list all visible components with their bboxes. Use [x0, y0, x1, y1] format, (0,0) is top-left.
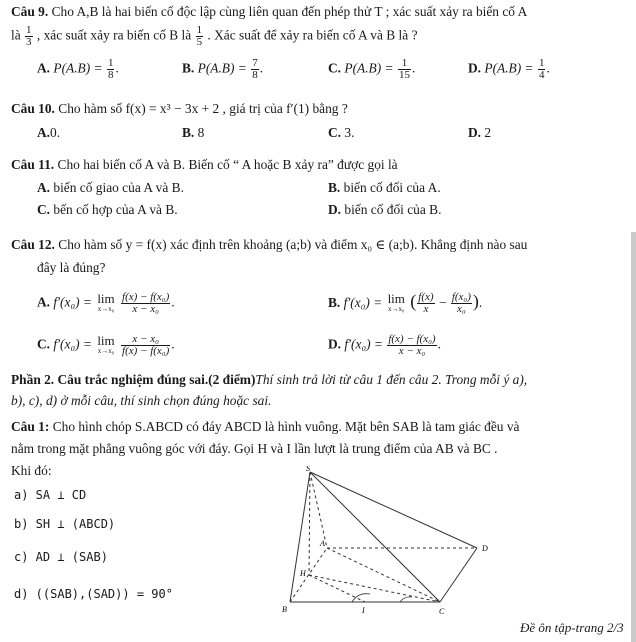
edge-ba: [290, 548, 327, 602]
q12-option-c: C. f′(x₀) = lim x→x₀ $\frac{\text{x − x₀}}{\text{f(x) − f(x₀)}}$ .: [37, 332, 175, 357]
q9-option-b: B. P(A.B) = $\frac{7}{8}$ .: [182, 57, 264, 81]
q12-line2: đây là đúng?: [37, 260, 106, 275]
edge-sa: [310, 472, 327, 548]
edge-sc: [310, 472, 440, 602]
q10-option-b: B. 8: [182, 125, 205, 140]
q12-line1: Câu 12. Cho hàm số y = f(x) xác định trên khoảng (a;b) và điểm x₀ ∈ (a;b). Khẳng định nào sau: [11, 237, 528, 252]
q10-option-c: C. 3.: [328, 125, 355, 140]
c1-item-a: a) SA ⊥ CD: [14, 488, 87, 502]
q9-line2: là $\frac{1}{3}$ , xác suất xảy ra biến cố B là $\frac{1}{5}$ . Xác suất để xảy ra biến cố A và B là ?: [11, 24, 418, 48]
part2-heading: Phần 2. Câu trắc nghiệm đúng sai.(2 điểm)Thí sinh trả lời từ câu 1 đến câu 2. Trong mỗi ý a),: [11, 372, 528, 387]
segment-sh: [309, 472, 310, 575]
edge-sb: [290, 472, 310, 602]
q10-option-a: A.0.: [37, 125, 61, 140]
fraction: $\frac{1}{3}$: [26, 24, 32, 48]
fraction: $\frac{1}{5}$: [196, 24, 203, 48]
part2-instr2: b), c), d) ở mỗi câu, thí sinh chọn đúng hoặc sai.: [11, 393, 272, 408]
edge-sd: [310, 472, 477, 548]
angle-mark: [352, 594, 370, 602]
q9-option-a: A. P(A.B) = $\frac{1}{8}$ .: [37, 57, 119, 81]
label-s: S: [306, 466, 310, 473]
edge-cd: [440, 548, 477, 602]
c1-line2: nằm trong mặt phẳng vuông góc với đáy. Gọi H và I lần lượt là trung điểm của AB và BC .: [11, 441, 498, 456]
scrollbar[interactable]: [631, 232, 636, 642]
segment-hi: [309, 575, 365, 602]
c1-item-b: b) SH ⊥ (ABCD): [14, 517, 116, 531]
label-b: B: [282, 605, 287, 614]
page-footer: Đề ôn tập-trang 2/3: [520, 620, 624, 635]
q12-option-b: B. f′(x₀) = lim x→x₀ ( $\frac{f(x)}{x}$ − $\frac{\text{f(x₀)}}{\text{x₀}}$ ).: [328, 290, 483, 316]
segment-ac: [327, 548, 440, 602]
c1-line1: Câu 1: Cho hình chóp S.ABCD có đáy ABCD là hình vuông. Mặt bên SAB là tam giác đều và: [11, 419, 520, 434]
q12-option-d: D. f′(x₀) = $\frac{\text{f(x) − f(x₀)}}{\text{x − x₀}}$ .: [328, 333, 441, 357]
q11-option-d: D. biến cố đối của B.: [328, 202, 442, 217]
label-h: H: [300, 569, 306, 578]
angle-mark: [400, 597, 412, 602]
q11-line: Câu 11. Cho hai biến cố A và B. Biến cố “ A hoặc B xảy ra” được gọi là: [11, 157, 398, 172]
q11-option-c: C. bến cố hợp của A và B.: [37, 202, 178, 217]
q10-line: Câu 10. Cho hàm số f(x) = x³ − 3x + 2 , giá trị của f′(1) bằng ?: [11, 101, 348, 116]
label-a: A: [320, 539, 325, 548]
label-d: D: [482, 544, 488, 553]
q12-option-a: A. f′(x₀) = lim x→x₀ $\frac{\text{f(x) − f(x₀)}}{\text{x − x₀}}$ .: [37, 290, 175, 315]
c1-item-d: d) ((SAB),(SAD)) = 90°: [14, 587, 173, 601]
q9-line1: [11, 3, 527, 21]
q9-option-c: C. P(A.B) = $\frac{1}{15}$ .: [328, 57, 416, 81]
q11-option-b: B. biến cố đối của A.: [328, 180, 441, 195]
q9-label: Câu 9.: [11, 4, 49, 19]
segment-hc: [309, 575, 440, 602]
q9-option-d: D. P(A.B) = $\frac{1}{4}$ .: [468, 57, 550, 81]
c1-item-c: c) AD ⊥ (SAB): [14, 550, 108, 564]
q9-text: Cho A,B là hai biến cố độc lập cùng liên quan đến phép thử T ; xác suất xảy ra biến cố A: [51, 4, 528, 19]
q11-option-a: A. biến cố giao của A và B.: [37, 180, 184, 195]
pyramid-figure: [282, 466, 532, 624]
label-c: C: [439, 607, 445, 616]
c1-line3: Khi đó:: [11, 463, 52, 478]
q10-option-d: D. 2: [468, 125, 492, 140]
label-i: I: [362, 606, 365, 615]
